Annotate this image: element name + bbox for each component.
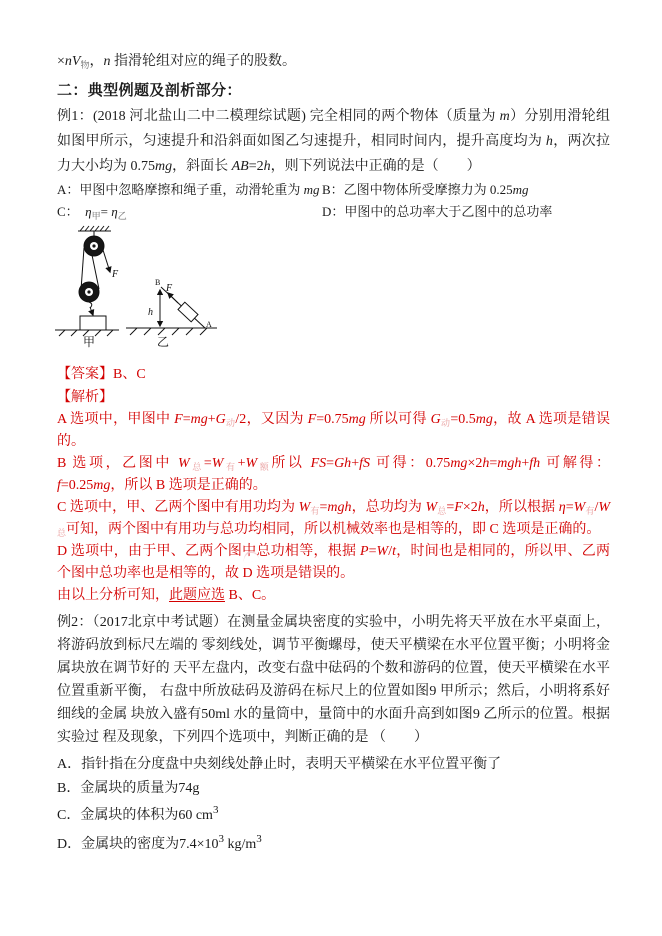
example1-option-c: C： $\eta_甲= \eta_乙$ [57, 204, 127, 221]
intro-formula-note: $\times nV_物$，n 指滑轮组对应的绳子的股数。 [57, 54, 296, 70]
pulley-incline-figure [53, 223, 283, 349]
answer-line [57, 363, 610, 387]
incline-force-arrow [168, 293, 178, 303]
answer-value: B、C [113, 367, 146, 382]
section-heading: 二：典型例题及剖析部分： [57, 83, 242, 99]
example1-section [57, 104, 610, 607]
pulley-system-group [55, 226, 119, 349]
ground-hatch-right [130, 328, 207, 335]
analysis-option-d: D 选项中，由于甲、乙两个图中总功相等，根据 P=W/t，时间也是相同的，所以甲、乙两个图中总功率也是相等的，故 D 选项是错误的。 [57, 544, 611, 581]
force-arrow [103, 250, 110, 272]
incline-apex-label: B [155, 278, 161, 287]
analysis-option-c: C 选项中，甲、乙两个图中有用功均为 $W_有=mgh$，总功均为 $W_总=F\times 2h$，所以根据 $\eta=W_有/W_总$可知，两个图中有用功与总功均相同，所以机械效率也是相等的，即 C 选项是正确的。 [57, 500, 610, 538]
example2-stem: 例2：（2017北京中考试题）在测量金属块密度的实验中，小明先将天平放在水平桌面上，将游码放到标尺左端的 零刻线处，调节平衡螺母，使天平横梁在水平位置平衡；小明将金属块放在调节好的 天平左盘内，改变右盘中砝码的个数和游码的位置，使天平横梁在水平位置重新平衡， 右盘中所放砝码及游码在标尺上的位置如图9 甲所示；然后，小明将系好细线的金属 块放入盛有50ml 水的量筒中，量筒中的水面升高到如图9 乙所示的位置。根据实验过 程及现象，下列四个选项中，判断正确的是 （ ） [57, 615, 610, 745]
answer-label: 【答案】 [57, 367, 113, 382]
incline-base-label: A [206, 320, 212, 329]
rope-to-block [90, 307, 93, 315]
incline-group [126, 278, 217, 349]
example1-figure [57, 223, 610, 349]
example1-option-a: A：甲图中忽略摩擦和绳子重，动滑轮重为 mg [57, 182, 320, 197]
force-label: F [112, 269, 119, 280]
height-label: h [148, 307, 153, 318]
example1-option-d: D：甲图中的总功率大于乙图中的总功率 [322, 204, 553, 219]
example1-option-b: B：乙图中物体所受摩擦力为 0.25mg [322, 182, 529, 197]
example2-option-b: B．金属块的质量为74g [57, 781, 200, 796]
analysis-conclusion: 由以上分析可知，此题应选 B、C。 [57, 588, 276, 603]
ceiling-hatch [78, 226, 111, 231]
example1-stem: 例1：(2018 河北盐山二中二模理综试题) 完全相同的两个物体（质量为 m）分别用滑轮组如图甲所示，匀速提升和沿斜面如图乙匀速提升，相同时间内，提升高度均为 h，两次拉力大小均为 0.75mg，斜面长 AB=2h，则下列说法中正确的是（ ） [57, 109, 611, 174]
figure-label-yi: 乙 [157, 335, 170, 349]
example2-option-d: D．金属块的密度为$7.4\times 10^3$ $kg/m^3$ [57, 833, 262, 852]
movable-pulley-icon [79, 282, 99, 302]
analysis-heading: 【解析】 [57, 390, 113, 405]
example2-section [57, 611, 610, 857]
fixed-pulley-icon [84, 236, 104, 256]
example1-options [57, 179, 610, 223]
example2-option-a: A．指针指在分度盘中央刻线处静止时，表明天平横梁在水平位置平衡了 [57, 757, 502, 772]
weight-block [80, 316, 106, 330]
example2-option-c: C．金属块的体积为60 $cm^3$ [57, 804, 219, 823]
incline-force-label: F [166, 283, 173, 294]
analysis-option-b: B 选项，乙图中 $W_总=W_有+W_额$所以 FS=Gh+fS 可得：0.75mg×2h=mgh+fh 可解得：f=0.25mg，所以 B 选项是正确的。 [57, 456, 610, 493]
analysis-option-a: A 选项中，甲图中 $F=mg+G_动/2$，又因为 F=0.75mg 所以可得 $G_动=0.5mg$，故 A 选项是错误的。 [57, 412, 610, 449]
figure-label-jia: 甲 [83, 335, 96, 349]
